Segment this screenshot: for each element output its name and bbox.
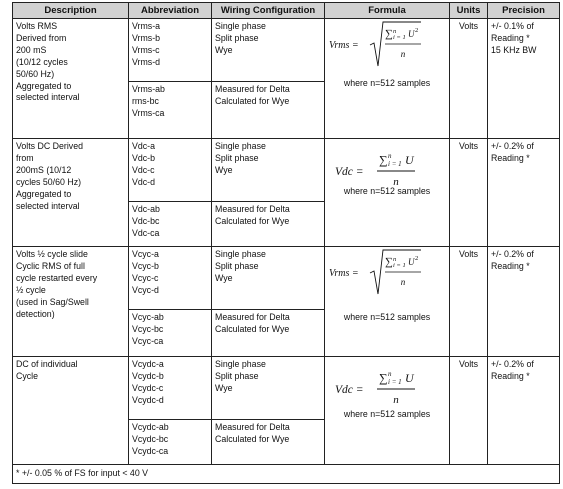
cell-line: Vdc-ab <box>132 204 160 214</box>
sum-symbol: ∑ <box>379 371 388 385</box>
cell-line: Vcydc-b <box>132 370 164 381</box>
cell-line: Vrms-d <box>132 56 161 67</box>
formula-cell <box>325 247 450 357</box>
abbreviation-cell <box>129 139 212 202</box>
description-cell <box>13 19 129 139</box>
sum-symbol: ∑ <box>385 256 393 268</box>
cell-line: (used in Sag/Swell <box>16 296 89 307</box>
footnote: * +/- 0.05 % of FS for input < 40 V <box>13 465 560 484</box>
cell-line: Vdc-bc <box>132 215 160 226</box>
wiring-cell <box>212 82 325 139</box>
cell-line: Vrms-a <box>132 21 161 31</box>
cell-line: +/- 0.2% of <box>491 249 534 259</box>
cell-line: Vcydc-bc <box>132 433 169 444</box>
table-row <box>13 139 560 202</box>
cell-line: Split phase <box>215 152 259 163</box>
abbreviation-cell <box>129 19 212 82</box>
cell-line: Calculated for Wye <box>215 433 290 444</box>
cell-line: from <box>16 152 34 163</box>
wiring-cell <box>212 247 325 310</box>
abbreviation-cell <box>129 420 212 465</box>
cell-line: Measured for Delta <box>215 312 290 322</box>
cell-line: Volts DC Derived <box>16 141 83 151</box>
exponent: 2 <box>415 27 419 34</box>
table-row <box>13 19 560 82</box>
cell-line: Aggregated to <box>16 188 72 199</box>
table-row <box>13 357 560 420</box>
cell-line: +/- 0.1% of <box>491 21 534 31</box>
denominator: n <box>400 277 406 287</box>
precision-cell <box>488 247 560 357</box>
cell-line: Vcyc-b <box>132 260 159 271</box>
cell-line: Vcyc-ca <box>132 335 164 346</box>
wiring-cell <box>212 202 325 247</box>
var-u: U <box>405 153 414 167</box>
formula-note: where n=512 samples <box>343 186 431 196</box>
cell-line: Single phase <box>215 359 266 369</box>
sum-upper: n <box>388 152 392 160</box>
formula-graphic <box>325 19 449 137</box>
sum-upper: n <box>388 370 392 378</box>
footnote-row <box>13 465 560 484</box>
cell-line: Vcyc-d <box>132 284 159 295</box>
abbreviation-cell <box>129 202 212 247</box>
abbreviation-cell <box>129 247 212 310</box>
wiring-cell <box>212 357 325 420</box>
cell-line: Vcyc-ab <box>132 312 164 322</box>
cell-line: Cyclic RMS of full <box>16 260 85 271</box>
formula-graphic <box>325 139 449 245</box>
cell-line: Vcydc-d <box>132 394 164 405</box>
cell-line: selected interval <box>16 92 80 103</box>
formula-note: where n=512 samples <box>343 312 431 322</box>
cell-line: Measured for Delta <box>215 84 290 94</box>
cell-line: 15 KHz BW <box>491 44 537 55</box>
header-units: Units <box>450 3 488 19</box>
abbreviation-cell <box>129 82 212 139</box>
denominator: n <box>400 49 406 59</box>
cell-line: detection) <box>16 308 55 319</box>
formula-cell <box>325 19 450 139</box>
cell-line: ½ cycle <box>16 284 46 295</box>
cell-line: Single phase <box>215 21 266 31</box>
cell-line: Calculated for Wye <box>215 323 290 334</box>
cell-line: Calculated for Wye <box>215 215 290 226</box>
formula-cell <box>325 139 450 247</box>
sum-lower: i = 1 <box>393 34 406 41</box>
header-wiring: Wiring Configuration <box>212 3 325 19</box>
abbreviation-cell <box>129 357 212 420</box>
cell-line: Vcydc-ca <box>132 445 169 456</box>
sum-upper: n <box>393 28 397 35</box>
sum-symbol: ∑ <box>379 153 388 167</box>
cell-line: (10/12 cycles <box>16 56 68 67</box>
cell-line: cycles 50/60 Hz) <box>16 176 82 187</box>
description-cell <box>13 357 129 465</box>
denominator: n <box>393 394 399 406</box>
table-row <box>13 247 560 310</box>
wiring-cell <box>212 139 325 202</box>
cell-line: Reading * <box>491 32 530 43</box>
sum-lower: i = 1 <box>388 378 402 386</box>
cell-line: Split phase <box>215 260 259 271</box>
cell-line: Split phase <box>215 32 259 43</box>
description-cell <box>13 139 129 247</box>
var-u: U <box>408 29 415 39</box>
formula-graphic <box>325 247 449 355</box>
precision-cell <box>488 19 560 139</box>
cell-line: Vcydc-ab <box>132 422 169 432</box>
precision-cell <box>488 357 560 465</box>
cell-line: Vcyc-a <box>132 249 159 259</box>
cell-line: Vcydc-c <box>132 382 164 393</box>
units-cell: Volts <box>450 247 488 357</box>
wiring-cell <box>212 310 325 357</box>
cell-line: Volts RMS <box>16 21 58 31</box>
cell-line: Wye <box>215 272 233 283</box>
cell-line: Measured for Delta <box>215 422 290 432</box>
description-cell <box>13 247 129 357</box>
cell-line: Calculated for Wye <box>215 95 290 106</box>
cell-line: +/- 0.2% of <box>491 141 534 151</box>
cell-line: Measured for Delta <box>215 204 290 214</box>
cell-line: 200 mS <box>16 44 47 55</box>
cell-line: Reading * <box>491 152 530 163</box>
cell-line: Vcydc-a <box>132 359 164 369</box>
sum-symbol: ∑ <box>385 28 393 40</box>
header-formula: Formula <box>325 3 450 19</box>
cell-line: Wye <box>215 44 233 55</box>
units-cell: Volts <box>450 19 488 139</box>
formula-cell <box>325 357 450 465</box>
cell-line: DC of individual <box>16 359 78 369</box>
header-precision: Precision <box>488 3 560 19</box>
sum-lower: i = 1 <box>393 262 406 269</box>
precision-cell <box>488 139 560 247</box>
cell-line: Split phase <box>215 370 259 381</box>
wiring-cell <box>212 19 325 82</box>
formula-note: where n=512 samples <box>343 409 431 419</box>
cell-line: Single phase <box>215 141 266 151</box>
cell-line: Wye <box>215 382 233 393</box>
cell-line: Vcyc-c <box>132 272 159 283</box>
formula-lhs: Vrms = <box>329 40 359 51</box>
header-row <box>13 3 560 19</box>
cell-line: Vrms-ab <box>132 84 165 94</box>
cell-line: Vrms-b <box>132 32 161 43</box>
cell-line: +/- 0.2% of <box>491 359 534 369</box>
cell-line: Wye <box>215 164 233 175</box>
cell-line: 200mS (10/12 <box>16 164 72 175</box>
cell-line: Derived from <box>16 32 67 43</box>
var-u: U <box>408 257 415 267</box>
cell-line: Vrms-c <box>132 44 160 55</box>
cell-line: Vcyc-bc <box>132 323 164 334</box>
cell-line: Reading * <box>491 370 530 381</box>
exponent: 2 <box>415 255 419 262</box>
cell-line: Vdc-ca <box>132 227 160 238</box>
header-abbreviation: Abbreviation <box>129 3 212 19</box>
sum-lower: i = 1 <box>388 160 402 168</box>
formula-graphic <box>325 357 449 463</box>
var-u: U <box>405 371 414 385</box>
header-description: Description <box>13 3 129 19</box>
formula-note: where n=512 samples <box>343 78 431 88</box>
cell-line: Vrms-ca <box>132 107 165 118</box>
formula-lhs: Vdc = <box>335 384 364 396</box>
sum-upper: n <box>393 256 397 263</box>
cell-line: Vdc-a <box>132 141 155 151</box>
cell-line: Reading * <box>491 260 530 271</box>
cell-line: selected interval <box>16 200 80 211</box>
cell-line: Vdc-d <box>132 176 155 187</box>
cell-line: rms-bc <box>132 95 159 106</box>
formula-lhs: Vrms = <box>329 268 359 279</box>
cell-line: cycle restarted every <box>16 272 98 283</box>
cell-line: 50/60 Hz) <box>16 68 55 79</box>
units-cell: Volts <box>450 357 488 465</box>
spec-table <box>12 2 560 484</box>
cell-line: Volts ½ cycle slide <box>16 249 88 259</box>
formula-lhs: Vdc = <box>335 166 364 178</box>
abbreviation-cell <box>129 310 212 357</box>
cell-line: Vdc-b <box>132 152 155 163</box>
wiring-cell <box>212 420 325 465</box>
cell-line: Cycle <box>16 370 38 381</box>
cell-line: Vdc-c <box>132 164 155 175</box>
denominator: n <box>393 176 399 188</box>
cell-line: Aggregated to <box>16 80 72 91</box>
units-cell: Volts <box>450 139 488 247</box>
cell-line: Single phase <box>215 249 266 259</box>
